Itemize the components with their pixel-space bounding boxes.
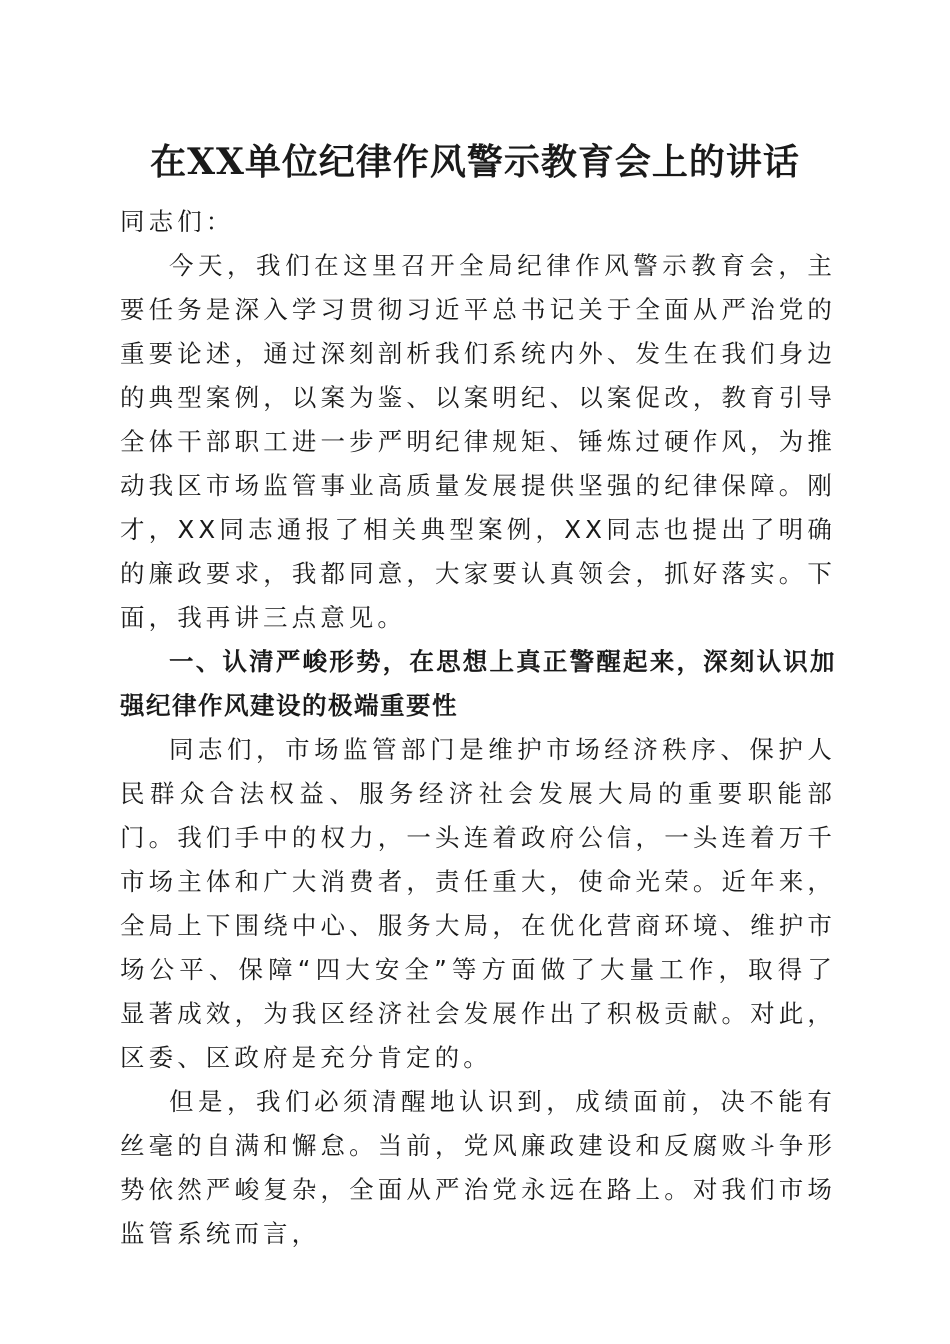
paragraph-intro: 今天，我们在这里召开全局纪律作风警示教育会，主要任务是深入学习贯彻习近平总书记关于全面从严治党的重要论述，通过深刻剖析我们系统内外、发生在我们身边的典型案例，以案为鉴、以案明纪、以案促改，教育引导全体干部职工进一步严明纪律规矩、锤炼过硬作风，为推动我区市场监管事业高质量发展提供坚强的纪律保障。刚才，XX同志通报了相关典型案例，XX同志也提出了明确的廉政要求，我都同意，大家要认真领会，抓好落实。下面，我再讲三点意见。	[120, 251, 836, 632]
section-heading-1: 一、认清严峻形势，在思想上真正警醒起来，深刻认识加强纪律作风建设的极端重要性	[120, 647, 836, 720]
paragraph-warning: 但是，我们必须清醒地认识到，成绩面前，决不能有丝毫的自满和懈怠。当前，党风廉政建设和反腐败斗争形势依然严峻复杂，全面从严治党永远在路上。对我们市场监管系统而言，	[120, 1087, 836, 1248]
paragraph-context: 同志们，市场监管部门是维护市场经济秩序、保护人民群众合法权益、服务经济社会发展大局的重要职能部门。我们手中的权力，一头连着政府公信，一头连着万千市场主体和广大消费者，责任重大，使命光荣。近年来，全局上下围绕中心、服务大局，在优化营商环境、维护市场公平、保障“四大安全”等方面做了大量工作，取得了显著成效，为我区经济社会发展作出了积极贡献。对此，区委、区政府是充分肯定的。	[120, 735, 836, 1072]
salutation: 同志们：	[120, 207, 235, 236]
document-title: 在XX单位纪律作风警示教育会上的讲话	[150, 141, 800, 183]
document-body	[120, 200, 836, 1256]
